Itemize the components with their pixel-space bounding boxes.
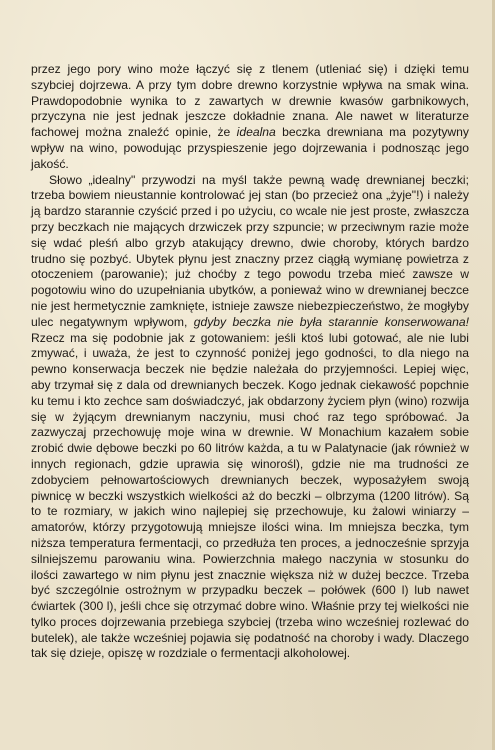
italic-run: gdyby beczka nie była starannie konserwowana! (193, 314, 469, 329)
text-run: Rzecz ma się podobnie jak z gotowaniem: jeśli ktoś lubi gotować, ale nie lubi zmywać, i uważa, że jest to czynność poniżej jego godności, to dla niego na pewno konserwacja beczek nie będzie należała do przyjemności. Lepiej więc, aby trzymał się z dala od drewnianych beczek. Kogo jednak ciekawość popchnie ku temu i kto zechce sam doświadczyć, jak obdarzony życiem płyn (wino) rozwija się w żyjącym drewnianym naczyniu, musi choć raz tego spróbować. Ja zazwyczaj przechowuję moje wina w drewnie. W Monachium kazałem sobie zrobić dwie dębowe beczki po 60 litrów każda, a tu w Palatynacie (jak również w innych regionach, gdzie uprawia się winorośl), gdzie nie ma trudności ze zdobyciem pełnowartościowych drewnianych beczek, wyposażyłem swoją piwnicę w beczki wszystkich wielkości aż do beczki – olbrzyma (1200 litrów). Są to te rozmiary, w jakich wino najlepiej się przechowuje, ku żalowi winiarzy – amatorów, którzy przygotowują mniejsze ilości wina. Im mniejsza beczka, tym niższa temperatura fermentacji, co przedłuża ten proces, a jednocześnie sprzyja silniejszemu parowaniu wina. Powierzchnia małego naczynia w stosunku do ilości zawartego w nim płynu jest znacznie większa niż w dużej beczce. Trzeba być szczególnie ostrożnym w przypadku beczek – połówek (600 l) lub nawet ćwiartek (300 l), jeśli chce się otrzymać dobre wino. Właśnie przy tej wielkości nie tylko proces dojrzewania przebiega szybciej (trzeba wino wcześniej rozlewać do butelek), ale także wcześniej pojawia się podatność na choroby i wady. Dlaczego tak się dzieje, opiszę w rozdziale o fermentacji alkoholowej. (31, 330, 469, 661)
paragraph-2 (31, 173, 469, 663)
italic-run: idealna (236, 125, 276, 140)
text-run: Słowo „idealny" przywodzi na myśl także pewną wadę drewnianej beczki; trzeba bowiem nieustannie kontrolować jej stan (bo przecież ona „żyje"!) i należy ją bardzo starannie czyścić przed i po użyciu, co wcale nie jest proste, zwłaszcza przy beczkach nie mających drzwiczek przy szpuncie; w przeciwnym razie może się wdać pleśń albo grzyb atakujący drewno, dwie choroby, których bardzo trudno się pozbyć. Ubytek płynu jest znaczny przez ciągłą wymianę powietrza z otoczeniem (parowanie); już choćby z tego powodu trzeba mieć zawsze w pogotowiu wino do uzupełniania ubytków, a ponieważ wino w drewnianej beczce nie jest hermetycznie zamknięte, istnieje zawsze niebezpieczeństwo, że mogłyby ulec negatywnym wpływom, (31, 172, 469, 329)
paragraph-1 (31, 62, 469, 173)
text-run: beczka drewniana ma pozytywny wpływ na wino, powodując przyspieszenie jego dojrzewania i podnosząc jego jakość. (31, 125, 470, 171)
text-run: przez jego pory wino może łączyć się z tlenem (utleniać się) i dzięki temu szybciej dojrzewa. A przy tym dobre drewno korzystnie wpływa na smak wina. Prawdopodobnie wynika to z zawartych w drewnie kwasów garbnikowych, przyczyna nie jest jednak jeszcze dokładnie znana. Ale nawet w literaturze fachowej można znaleźć opinie, że (31, 62, 469, 140)
body-text (31, 62, 469, 662)
